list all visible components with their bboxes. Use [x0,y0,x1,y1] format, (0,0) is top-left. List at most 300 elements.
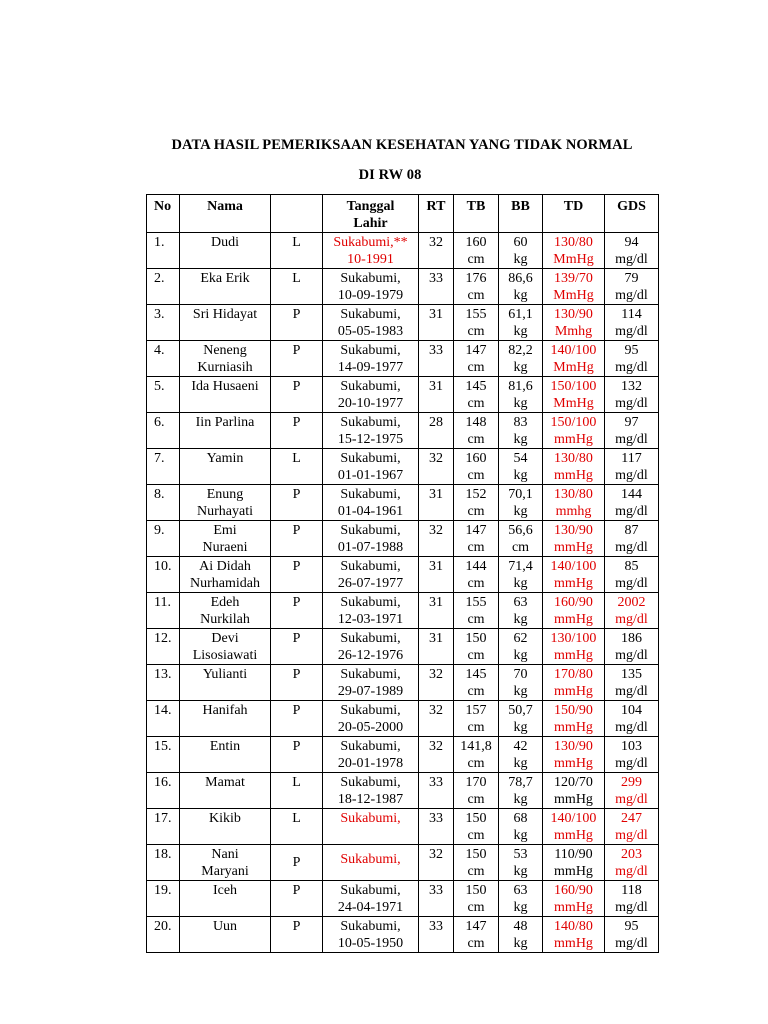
cell-tanggal-lahir-line2: 24-04-1971 [337,900,404,915]
cell-tb [454,449,499,485]
cell-gds-line2: mg/dl [615,432,648,447]
cell-td-line1: 130/80 [554,487,593,502]
cell-td-line2: MmHg [553,288,594,303]
cell-gds-line1: 85 [624,559,639,574]
cell-td-line1: 170/80 [554,667,593,682]
cell-jk: P [271,413,323,449]
cell-td-line2: mmHg [554,540,593,555]
cell-gds-line2: mg/dl [615,360,648,375]
cell-td [543,341,605,377]
cell-tanggal-lahir [323,413,419,449]
cell-td [543,521,605,557]
header-rt: RT [419,195,454,233]
cell-td-line2: mmHg [554,468,593,483]
cell-nama-line1: Devi [211,631,239,646]
cell-td-line1: 140/100 [550,811,597,826]
cell-gds [605,485,659,521]
header-tanggal-lahir-line1: Tanggal [346,199,395,214]
cell-tb-line2: cm [467,468,485,483]
cell-no: 18. [147,845,180,881]
cell-tanggal-lahir [323,773,419,809]
cell-gds [605,521,659,557]
cell-bb-line2: kg [513,936,528,951]
cell-nama [180,269,271,305]
cell-td [543,485,605,521]
cell-tanggal-lahir [323,305,419,341]
cell-td-line2: mmhg [555,504,592,519]
cell-tb-line1: 144 [465,559,487,574]
cell-bb-line1: 61,1 [508,307,533,322]
cell-no: 10. [147,557,180,593]
cell-bb [499,701,543,737]
cell-td [543,449,605,485]
cell-tanggal-lahir-line1: Sukabumi, [340,811,401,826]
cell-bb-line1: 42 [513,739,528,754]
cell-rt: 32 [419,845,454,881]
cell-tb [454,773,499,809]
cell-bb-line1: 63 [513,883,528,898]
cell-tanggal-lahir-line2: 10-1991 [347,252,394,267]
cell-nama [180,773,271,809]
cell-gds [605,449,659,485]
cell-tb-line1: 157 [465,703,487,718]
cell-tanggal-lahir-line2: 10-09-1979 [337,288,404,303]
cell-bb-line2: kg [513,360,528,375]
cell-tb-line1: 160 [465,235,487,250]
cell-bb-line2: cm [511,540,530,555]
cell-no: 1. [147,233,180,269]
cell-nama-line1: Mamat [205,775,245,790]
cell-nama [180,917,271,953]
cell-bb [499,485,543,521]
cell-tanggal-lahir-line2: 01-07-1988 [337,540,404,555]
cell-bb-line1: 81,6 [508,379,533,394]
cell-tb-line2: cm [467,252,485,267]
cell-tb-line1: 150 [465,847,487,862]
cell-tanggal-lahir-line2: 15-12-1975 [337,432,404,447]
cell-tb-line2: cm [467,360,485,375]
cell-bb [499,557,543,593]
cell-tanggal-lahir-line1: Sukabumi, [340,775,401,790]
cell-tanggal-lahir-line2: 18-12-1987 [337,792,404,807]
table-row [147,413,659,449]
cell-gds-line2: mg/dl [615,900,648,915]
header-no: No [147,195,180,233]
cell-bb-line2: kg [513,504,528,519]
cell-gds [605,737,659,773]
cell-nama [180,629,271,665]
cell-tb-line2: cm [467,684,485,699]
cell-bb-line2: kg [513,720,528,735]
cell-tanggal-lahir [323,917,419,953]
cell-td [543,917,605,953]
cell-nama [180,485,271,521]
cell-td-line2: mmHg [554,792,593,807]
document-subtitle: DI RW 08 [358,167,422,183]
cell-nama [180,413,271,449]
cell-jk: P [271,629,323,665]
cell-gds-line2: mg/dl [615,720,648,735]
cell-jk: P [271,521,323,557]
cell-tanggal-lahir-line1: Sukabumi, [340,739,401,754]
cell-td-line1: 130/90 [554,307,593,322]
cell-bb-line2: kg [513,900,528,915]
cell-gds-line1: 118 [621,883,642,898]
cell-nama [180,449,271,485]
table-row [147,773,659,809]
cell-tanggal-lahir [323,593,419,629]
cell-tb [454,593,499,629]
cell-tb [454,629,499,665]
cell-nama-line1: Emi [213,523,237,538]
cell-tb-line2: cm [467,864,485,879]
cell-rt: 32 [419,233,454,269]
cell-td-line2: mmHg [554,684,593,699]
cell-tanggal-lahir-line1: Sukabumi,** [333,235,408,250]
cell-tanggal-lahir [323,521,419,557]
cell-tanggal-lahir [323,341,419,377]
cell-tanggal-lahir [323,881,419,917]
cell-tb-line2: cm [467,504,485,519]
cell-bb-line2: kg [513,432,528,447]
cell-td [543,773,605,809]
cell-td-line1: 160/90 [554,595,593,610]
cell-jk: P [271,701,323,737]
cell-rt: 32 [419,665,454,701]
cell-tb-line1: 145 [465,379,487,394]
table-row [147,845,659,881]
cell-nama-line2: Nurhamidah [190,576,260,591]
cell-bb [499,233,543,269]
cell-gds-line1: 299 [621,775,642,790]
table-row [147,233,659,269]
cell-rt: 33 [419,809,454,845]
cell-td-line1: 150/100 [550,379,597,394]
cell-tanggal-lahir-line1: Sukabumi, [340,631,401,646]
cell-nama-line1: Sri Hidayat [192,307,258,322]
cell-jk: L [271,233,323,269]
cell-jk: L [271,809,323,845]
cell-tb-line2: cm [467,396,485,411]
cell-nama-line1: Edeh [210,595,240,610]
cell-tanggal-lahir-line2: 12-03-1971 [337,612,404,627]
cell-tanggal-lahir [323,701,419,737]
cell-tanggal-lahir [323,629,419,665]
cell-nama-line1: Enung [206,487,244,502]
cell-jk: P [271,593,323,629]
cell-tanggal-lahir-line1: Sukabumi, [340,852,401,867]
cell-td-line2: mmHg [554,864,593,879]
cell-tb-line1: 148 [465,415,487,430]
cell-nama-line2: Kurniasih [197,360,253,375]
cell-nama [180,809,271,845]
cell-gds-line1: 117 [621,451,642,466]
cell-tb-line1: 145 [465,667,487,682]
cell-tanggal-lahir-line1: Sukabumi, [340,883,401,898]
cell-tb [454,917,499,953]
cell-tanggal-lahir-line2: 20-10-1977 [337,396,404,411]
cell-bb-line2: kg [513,324,528,339]
cell-jk: P [271,305,323,341]
cell-tanggal-lahir [323,269,419,305]
cell-nama [180,881,271,917]
cell-nama-line1: Ai Didah [199,559,251,574]
table-row [147,269,659,305]
cell-tanggal-lahir [323,377,419,413]
cell-bb [499,449,543,485]
cell-nama-line2: Nurkilah [200,612,250,627]
cell-td-line2: mmHg [554,900,593,915]
cell-jk: L [271,449,323,485]
cell-tb-line1: 160 [465,451,487,466]
cell-tb-line1: 147 [465,523,487,538]
cell-no: 14. [147,701,180,737]
cell-bb [499,341,543,377]
cell-td [543,629,605,665]
cell-bb-line2: kg [513,576,528,591]
cell-gds-line1: 186 [621,631,642,646]
cell-gds-line2: mg/dl [615,756,648,771]
cell-rt: 31 [419,629,454,665]
cell-tb [454,737,499,773]
header-td: TD [543,195,605,233]
cell-tanggal-lahir [323,485,419,521]
cell-bb [499,881,543,917]
cell-gds-line2: mg/dl [615,936,648,951]
cell-no: 6. [147,413,180,449]
cell-rt: 32 [419,449,454,485]
cell-tb [454,881,499,917]
cell-tanggal-lahir [323,665,419,701]
cell-tb [454,665,499,701]
cell-td-line1: 130/100 [550,631,597,646]
table-row [147,341,659,377]
cell-tb-line1: 155 [465,595,487,610]
cell-bb [499,305,543,341]
cell-gds-line2: mg/dl [615,504,648,519]
cell-nama-line1: Ida Husaeni [191,379,259,394]
cell-td [543,809,605,845]
cell-td-line2: mmHg [554,720,593,735]
cell-gds-line2: mg/dl [615,684,648,699]
cell-td-line2: Mmhg [554,324,593,339]
cell-rt: 33 [419,341,454,377]
cell-bb-line2: kg [513,864,528,879]
cell-gds-line1: 132 [621,379,642,394]
cell-tb [454,413,499,449]
cell-gds-line2: mg/dl [615,792,648,807]
cell-bb [499,629,543,665]
cell-td [543,665,605,701]
cell-no: 7. [147,449,180,485]
cell-td-line2: MmHg [553,252,594,267]
cell-tanggal-lahir [323,809,419,845]
cell-tb-line2: cm [467,612,485,627]
cell-bb-line2: kg [513,612,528,627]
header-gds: GDS [605,195,659,233]
cell-bb [499,521,543,557]
cell-tanggal-lahir-line1: Sukabumi, [340,415,401,430]
cell-tanggal-lahir-line2: 20-05-2000 [337,720,404,735]
cell-bb [499,845,543,881]
cell-gds-line1: 104 [621,703,642,718]
cell-gds [605,665,659,701]
cell-td-line1: 130/90 [554,523,593,538]
cell-gds-line1: 144 [621,487,642,502]
cell-no: 5. [147,377,180,413]
cell-td-line1: 150/90 [554,703,593,718]
cell-tanggal-lahir-line1: Sukabumi, [340,343,401,358]
cell-no: 3. [147,305,180,341]
cell-tb [454,269,499,305]
cell-tanggal-lahir-line1: Sukabumi, [340,667,401,682]
header-nama: Nama [180,195,271,233]
cell-bb-line1: 53 [513,847,528,862]
cell-gds [605,557,659,593]
cell-tanggal-lahir [323,449,419,485]
cell-jk: P [271,377,323,413]
table-row [147,305,659,341]
cell-tb-line2: cm [467,576,485,591]
cell-tanggal-lahir-line1: Sukabumi, [340,595,401,610]
cell-tanggal-lahir-line1: Sukabumi, [340,451,401,466]
cell-nama-line1: Dudi [211,235,239,250]
table-row [147,917,659,953]
cell-tb-line1: 150 [465,811,487,826]
cell-td [543,881,605,917]
cell-gds-line1: 203 [621,847,642,862]
cell-nama [180,737,271,773]
cell-bb-line2: kg [513,396,528,411]
cell-jk: P [271,485,323,521]
cell-tanggal-lahir-line2: 05-05-1983 [337,324,404,339]
cell-gds-line1: 103 [621,739,642,754]
cell-td-line2: mmHg [554,432,593,447]
cell-jk: P [271,665,323,701]
cell-no: 20. [147,917,180,953]
cell-bb-line1: 78,7 [508,775,533,790]
cell-tb [454,845,499,881]
cell-bb-line2: kg [513,468,528,483]
cell-bb [499,413,543,449]
cell-gds [605,809,659,845]
cell-no: 11. [147,593,180,629]
cell-tanggal-lahir-line2: 29-07-1989 [337,684,404,699]
cell-nama-line2: Nurhayati [197,504,253,519]
cell-tb [454,521,499,557]
cell-td [543,737,605,773]
cell-gds-line1: 95 [624,343,639,358]
cell-gds [605,629,659,665]
cell-tanggal-lahir-line1: Sukabumi, [340,271,401,286]
cell-tb-line2: cm [467,288,485,303]
table-row [147,557,659,593]
cell-bb-line1: 48 [513,919,528,934]
cell-nama-line1: Hanifah [202,703,248,718]
cell-nama-line1: Uun [212,919,238,934]
cell-gds-line1: 97 [624,415,639,430]
cell-gds-line2: mg/dl [615,468,648,483]
cell-tanggal-lahir-line2: 26-07-1977 [337,576,404,591]
cell-gds-line2: mg/dl [615,612,648,627]
cell-tb-line1: 176 [465,271,487,286]
cell-rt: 31 [419,485,454,521]
cell-gds-line1: 79 [624,271,639,286]
cell-bb-line1: 71,4 [508,559,533,574]
cell-tb-line2: cm [467,792,485,807]
cell-gds-line1: 94 [624,235,639,250]
cell-nama [180,521,271,557]
cell-gds [605,593,659,629]
cell-tb [454,341,499,377]
cell-nama [180,305,271,341]
cell-gds-line1: 95 [624,919,639,934]
cell-rt: 32 [419,737,454,773]
cell-gds-line1: 114 [621,307,642,322]
cell-td [543,233,605,269]
cell-bb-line1: 50,7 [508,703,533,718]
table-row [147,449,659,485]
cell-tb-line1: 141,8 [460,739,492,754]
cell-bb [499,269,543,305]
cell-nama [180,845,271,881]
cell-td [543,593,605,629]
cell-bb-line1: 62 [513,631,528,646]
cell-tb-line2: cm [467,720,485,735]
cell-gds-line2: mg/dl [615,648,648,663]
header-tanggal-lahir-line2: Lahir [353,216,388,231]
cell-nama-line2: Maryani [201,864,249,879]
cell-tanggal-lahir-line2: 01-04-1961 [337,504,404,519]
cell-tanggal-lahir-line2: 01-01-1967 [337,468,404,483]
cell-tb-line1: 150 [465,631,487,646]
cell-td-line1: 120/70 [554,775,593,790]
cell-gds [605,881,659,917]
cell-bb-line2: kg [513,252,528,267]
cell-gds [605,845,659,881]
cell-no: 19. [147,881,180,917]
cell-tb [454,701,499,737]
cell-tanggal-lahir-line2: 10-05-1950 [337,936,404,951]
table-row [147,737,659,773]
cell-bb-line2: kg [513,828,528,843]
cell-tanggal-lahir-line2: 20-01-1978 [337,756,404,771]
cell-gds-line2: mg/dl [615,252,648,267]
cell-nama [180,593,271,629]
cell-jk: L [271,269,323,305]
cell-nama [180,377,271,413]
cell-td [543,845,605,881]
cell-tanggal-lahir-line1: Sukabumi, [340,307,401,322]
cell-tanggal-lahir [323,557,419,593]
cell-tanggal-lahir [323,737,419,773]
cell-tb [454,233,499,269]
cell-td-line1: 130/90 [554,739,593,754]
cell-bb-line2: kg [513,792,528,807]
cell-nama-line1: Neneng [203,343,247,358]
cell-gds-line1: 2002 [617,595,646,610]
cell-rt: 33 [419,773,454,809]
cell-bb [499,377,543,413]
table-row [147,701,659,737]
cell-bb-line1: 54 [513,451,528,466]
cell-rt: 31 [419,557,454,593]
cell-td [543,305,605,341]
cell-bb [499,737,543,773]
cell-td-line2: MmHg [553,396,594,411]
cell-gds-line1: 135 [621,667,642,682]
document-title: DATA HASIL PEMERIKSAAN KESEHATAN YANG TIDAK NORMAL [171,137,633,153]
